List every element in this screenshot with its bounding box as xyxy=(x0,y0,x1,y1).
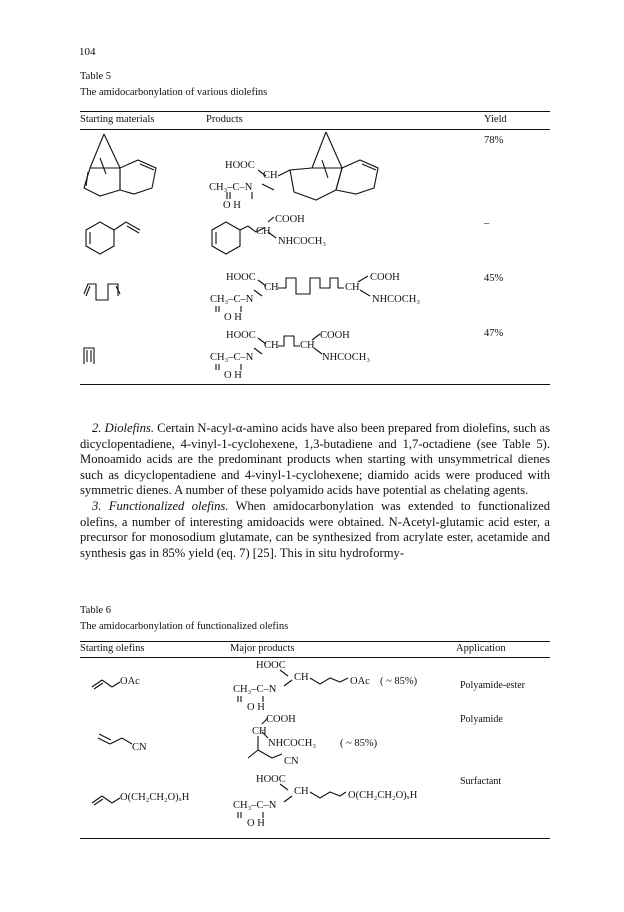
table6-row1-product-bonds xyxy=(232,660,352,710)
table6-header-starting: Starting olefins xyxy=(80,643,145,654)
table6-title: The amidocarbonylation of functionalized olefins xyxy=(80,621,289,632)
table5-row1-yield: 78% xyxy=(484,135,504,146)
table6-header-products: Major products xyxy=(230,643,295,654)
table6-row2-yield: ( ~ 85%) xyxy=(340,738,378,749)
table6-row1-tail: OAc xyxy=(350,676,370,687)
table6-row3-tail: O(CH₂CH₂O)ₓH xyxy=(348,790,418,801)
table6-row1-start: OAc xyxy=(120,676,140,687)
table6-row1-ch: CH xyxy=(294,672,309,683)
table5-row4-ch-left: CH xyxy=(264,340,279,351)
dicyclopentadiene-structure xyxy=(82,132,182,204)
diolefins-text: Certain N-acyl-α-amino acids have also been prepared from diolefins, such as dicyclopentadiene, 4-vinyl-1-cyclohexene, 1,3-butadiene and 1,7-octadiene (see Table 5). Monoamido acids are the predominant products when starting with unsymmetrical dienes such as dicyclopentadiene and 4-vinyl-1-cyclohexene; diamido acids were produced with symmetric dienes. A number of these polyamido acids have potential as chelating agents. xyxy=(80,421,550,498)
table5-row3-product-bonds xyxy=(210,270,410,330)
table6-row1-yield: ( ~ 85%) xyxy=(380,676,418,687)
table5-top-rule xyxy=(80,111,550,112)
table6-row1-nline: CH₃–C–N xyxy=(233,684,277,695)
table5-row3-yield: 45% xyxy=(484,273,504,284)
table5-row3-cooh: COOH xyxy=(370,272,400,283)
table5-row4-cooh: COOH xyxy=(320,330,350,341)
table5-row4-yield: 47% xyxy=(484,328,504,339)
table6-bottom-rule xyxy=(80,838,550,839)
table6-row2-product-bonds xyxy=(228,714,308,770)
table5-row2-product-bonds xyxy=(208,212,298,262)
functionalized-heading: 3. Functionalized olefins. xyxy=(92,498,229,513)
table6-row3-start: O(CH₂CH₂O)ₓH xyxy=(120,792,190,803)
vinylcyclohexene-structure xyxy=(82,212,152,260)
table6-row3-oh: O H xyxy=(247,818,265,829)
table5-row3-ch-left: CH xyxy=(264,282,279,293)
paragraph-functionalized xyxy=(80,499,550,561)
table6-row2-cn: CN xyxy=(284,756,299,767)
table5-row3-oh: O H xyxy=(224,312,242,323)
table5-row4-nh: NHCOCH₃ xyxy=(322,352,370,363)
table5-title: The amidocarbonylation of various diolefins xyxy=(80,87,268,98)
table6-row2-nh: NHCOCH₃ xyxy=(268,738,316,749)
body-paragraphs xyxy=(80,421,550,561)
table5-row4-product-bonds xyxy=(210,328,340,388)
table6-row2-application: Polyamide xyxy=(460,714,503,725)
table6-label: Table 6 xyxy=(80,605,112,616)
table5-row4-nline: CH₃–C–N xyxy=(210,352,254,363)
table6-row3-application: Surfactant xyxy=(460,776,502,787)
table6-top-rule xyxy=(80,641,550,642)
table5-row4-ch-right: CH xyxy=(300,340,315,351)
paragraph-diolefins xyxy=(80,421,550,499)
butadiene-structure xyxy=(82,344,112,368)
table5-row4-oh: O H xyxy=(224,370,242,381)
table6-row2-start: CN xyxy=(132,742,147,753)
table5-row1-product-bonds xyxy=(222,130,382,210)
page-number: 104 xyxy=(79,46,96,58)
table5-row3-nh: NHCOCH₃ xyxy=(372,294,420,305)
table6-row1-oh: O H xyxy=(247,702,265,713)
table5-header-yield: Yield xyxy=(484,114,507,125)
table5-row1-oh: O H xyxy=(223,200,241,211)
table6-row1-application: Polyamide-ester xyxy=(460,680,525,691)
table5-row2-cooh: COOH xyxy=(275,214,305,225)
table6-row1-hooc: HOOC xyxy=(256,660,286,671)
table5-row1-nline: CH₃–C–N xyxy=(209,182,253,193)
table5-header-starting: Starting materials xyxy=(80,114,155,125)
table5-header-products: Products xyxy=(206,114,243,125)
octadiene-structure xyxy=(82,280,132,306)
table6-row3-product-bonds xyxy=(232,774,352,824)
table6-row3-ch: CH xyxy=(294,786,309,797)
functionalized-text: When amidocarbonylation was extended to functionalized olefins, a number of interesting amidoacids were obtained. N-Acetyl-glutamic acid ester, a precursor for monosodium glutamate, can be synthesized from acrylate ester, acetamide and synthesis gas in 85% yield (eq. 7) [25]. This in situ hydroformy- xyxy=(80,498,550,560)
table6-row2-cooh: COOH xyxy=(266,714,296,725)
table5-row3-nline: CH₃–C–N xyxy=(210,294,254,305)
table5-row1-hooc: HOOC xyxy=(225,160,255,171)
table6-row2-ch: CH xyxy=(252,726,267,737)
table5-row3-ch-right: CH xyxy=(345,282,360,293)
table5-row1-ch: CH xyxy=(263,170,278,181)
table5-row2-nh: NHCOCH₃ xyxy=(278,236,326,247)
table5-row2-ch: CH xyxy=(256,226,271,237)
diolefins-heading: 2. Diolefins. xyxy=(92,421,154,435)
table6-row3-nline: CH₃–C–N xyxy=(233,800,277,811)
table5-bottom-rule xyxy=(80,384,550,385)
table6-header-rule xyxy=(80,657,550,658)
table5-label: Table 5 xyxy=(80,71,112,82)
table5-row3-hooc: HOOC xyxy=(226,272,256,283)
table6-row3-hooc: HOOC xyxy=(256,774,286,785)
table5-row2-yield: – xyxy=(484,218,490,229)
table6-header-application: Application xyxy=(456,643,506,654)
table5-row4-hooc: HOOC xyxy=(226,330,256,341)
